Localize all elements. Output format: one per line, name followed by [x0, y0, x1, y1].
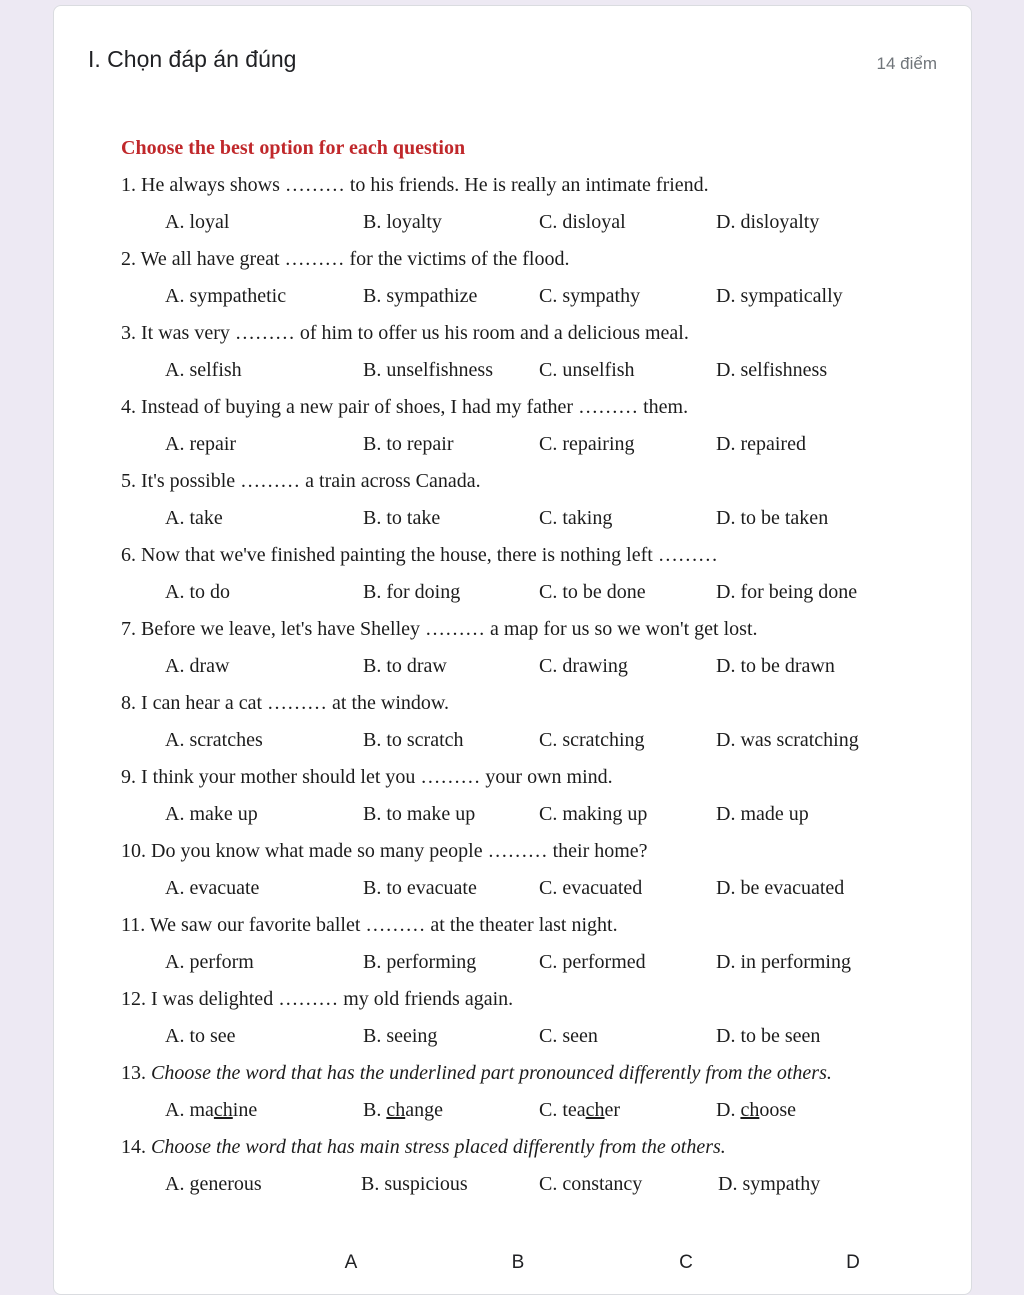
- option-d: D. for being done: [716, 581, 858, 603]
- option-c: C. taking: [539, 507, 613, 529]
- question-card: [53, 5, 972, 1295]
- question-3: [121, 322, 961, 396]
- option-c: C. making up: [539, 803, 648, 825]
- option-b: B. loyalty: [363, 211, 442, 233]
- option-b: B. unselfishness: [363, 359, 493, 381]
- question-text: 3. It was very ……… of him to offer us his room and a delicious meal.: [121, 322, 689, 344]
- question-5: [121, 470, 961, 544]
- question-10: [121, 840, 961, 914]
- option-b: B. seeing: [363, 1025, 438, 1047]
- question-instruction: Choose the word that has the underlined part pronounced differently from the others.: [151, 1062, 832, 1084]
- option-a: A. machine: [165, 1099, 258, 1121]
- option-a: A. perform: [165, 951, 254, 973]
- question-text: [121, 1062, 832, 1085]
- option-a: A. draw: [165, 655, 230, 677]
- option-b: B. to take: [363, 507, 441, 529]
- option-c: C. unselfish: [539, 359, 635, 381]
- question-text: 4. Instead of buying a new pair of shoes, I had my father ……… them.: [121, 396, 689, 418]
- option-c: C. repairing: [539, 433, 635, 455]
- underlined-part: ch: [386, 1099, 406, 1121]
- option-d: D. made up: [716, 803, 809, 825]
- option-a: A. selfish: [165, 359, 242, 381]
- question-text: 8. I can hear a cat ……… at the window.: [121, 692, 450, 714]
- option-a: A. repair: [165, 433, 237, 455]
- option-d: D. in performing: [716, 951, 851, 973]
- option-c: C. evacuated: [539, 877, 643, 899]
- question-6: [121, 544, 961, 618]
- answer-choices: [0, 1252, 1024, 1280]
- option-a: A. sympathetic: [165, 285, 287, 307]
- option-d: D. selfishness: [716, 359, 828, 381]
- points-label: 14 điểm: [876, 54, 937, 73]
- option-d: D. sympatically: [716, 285, 843, 307]
- option-c: C. constancy: [539, 1173, 643, 1195]
- option-c: C. seen: [539, 1025, 598, 1047]
- option-b: B. suspicious: [361, 1173, 468, 1195]
- option-d: D. be evacuated: [716, 877, 845, 899]
- question-text: 11. We saw our favorite ballet ……… at the theater last night.: [121, 914, 618, 936]
- option-c: C. teacher: [539, 1099, 621, 1121]
- option-c: C. sympathy: [539, 285, 641, 307]
- question-2: [121, 248, 961, 322]
- option-d: D. was scratching: [716, 729, 859, 751]
- document-heading: Choose the best option for each question: [121, 137, 466, 159]
- question-text: 5. It's possible ……… a train across Canada.: [121, 470, 481, 492]
- option-b: B. to draw: [363, 655, 447, 677]
- option-c: C. performed: [539, 951, 646, 973]
- question-text: 9. I think your mother should let you ……… your own mind.: [121, 766, 613, 788]
- option-a: A. loyal: [165, 211, 230, 233]
- question-1: [121, 174, 961, 248]
- option-d: D. to be taken: [716, 507, 829, 529]
- option-b: B. to evacuate: [363, 877, 477, 899]
- option-d: D. to be seen: [716, 1025, 821, 1047]
- option-c: C. drawing: [539, 655, 628, 677]
- question-8: [121, 692, 961, 766]
- option-b: B. performing: [363, 951, 477, 973]
- question-4: [121, 396, 961, 470]
- answer-choice-c[interactable]: C: [679, 1252, 693, 1273]
- question-text: 12. I was delighted ……… my old friends again.: [121, 988, 514, 1010]
- option-d: D. to be drawn: [716, 655, 835, 677]
- option-d: D. repaired: [716, 433, 806, 455]
- question-text: 10. Do you know what made so many people ……… their home?: [121, 840, 648, 862]
- question-text: 6. Now that we've finished painting the house, there is nothing left ………: [121, 544, 718, 566]
- section-title: I. Chọn đáp án đúng: [88, 46, 297, 72]
- question-7: [121, 618, 961, 692]
- question-number: 13.: [121, 1062, 146, 1084]
- question-number: 14.: [121, 1136, 146, 1158]
- option-b: B. for doing: [363, 581, 461, 603]
- answer-choice-a[interactable]: A: [344, 1252, 358, 1273]
- question-13: [121, 1062, 961, 1136]
- option-a: A. take: [165, 507, 223, 529]
- option-c: C. disloyal: [539, 211, 626, 233]
- question-14: [121, 1136, 961, 1210]
- answer-choice-d[interactable]: D: [846, 1252, 860, 1273]
- underlined-part: ch: [585, 1099, 605, 1121]
- option-a: A. scratches: [165, 729, 263, 751]
- question-text: 1. He always shows ……… to his friends. He is really an intimate friend.: [121, 174, 709, 196]
- question-9: [121, 766, 961, 840]
- option-b: B. change: [363, 1099, 443, 1121]
- option-b: B. to make up: [363, 803, 476, 825]
- option-b: B. to repair: [363, 433, 454, 455]
- option-c: C. scratching: [539, 729, 645, 751]
- question-text: 7. Before we leave, let's have Shelley ……… a map for us so we won't get lost.: [121, 618, 758, 640]
- option-c: C. to be done: [539, 581, 646, 603]
- question-text: [121, 1136, 726, 1159]
- option-b: B. sympathize: [363, 285, 478, 307]
- option-a: A. make up: [165, 803, 258, 825]
- option-d: D. sympathy: [718, 1173, 821, 1195]
- question-text: 2. We all have great ……… for the victims of the flood.: [121, 248, 570, 270]
- option-d: D. disloyalty: [716, 211, 820, 233]
- option-b: B. to scratch: [363, 729, 464, 751]
- underlined-part: ch: [740, 1099, 760, 1121]
- question-11: [121, 914, 961, 988]
- answer-choice-b[interactable]: B: [511, 1252, 525, 1273]
- underlined-part: ch: [213, 1099, 233, 1121]
- option-a: A. generous: [165, 1173, 262, 1195]
- question-12: [121, 988, 961, 1062]
- option-d: D. choose: [716, 1099, 797, 1121]
- question-instruction: Choose the word that has main stress placed differently from the others.: [151, 1136, 726, 1158]
- option-a: A. evacuate: [165, 877, 260, 899]
- option-a: A. to do: [165, 581, 230, 603]
- option-a: A. to see: [165, 1025, 236, 1047]
